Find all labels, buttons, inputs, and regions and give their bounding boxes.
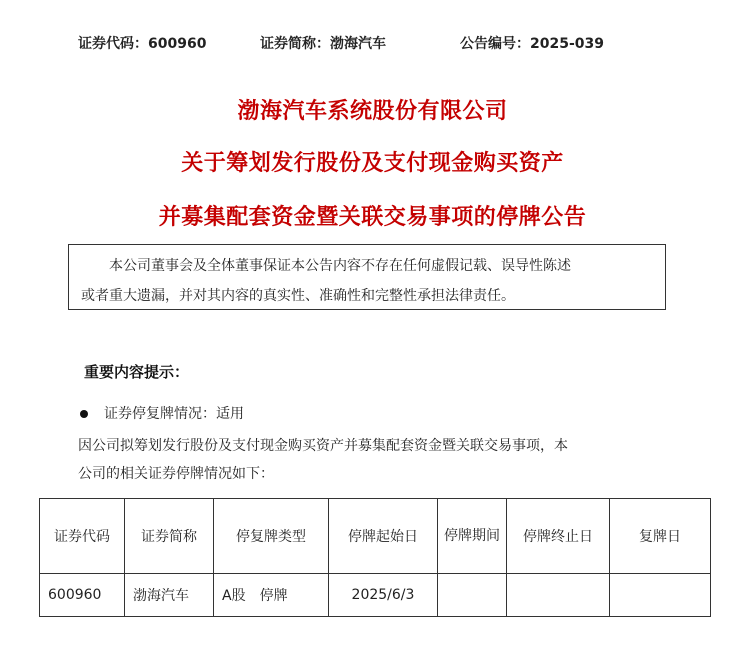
cell-resume-date xyxy=(610,574,711,617)
bullet-icon xyxy=(80,410,88,418)
statement-line2: 或者重大遗漏，并对其内容的真实性、准确性和完整性承担法律责任。 xyxy=(81,288,515,304)
header-resume-date: 复牌日 xyxy=(610,499,711,574)
cell-end-date xyxy=(507,574,610,617)
table-header-row xyxy=(40,499,711,574)
cell-security-name: 渤海汽车 xyxy=(125,574,214,617)
security-code: 证券代码：600960 xyxy=(78,36,207,52)
header-security-name: 证券简称 xyxy=(125,499,214,574)
paragraph-line1: 因公司拟筹划发行股份及支付现金购买资产并募集配套资金暨关联交易事项，本 xyxy=(78,438,568,454)
cell-security-code: 600960 xyxy=(40,574,125,617)
cell-period xyxy=(438,574,507,617)
company-title: 渤海汽车系统股份有限公司 xyxy=(237,99,508,124)
cell-start-date: 2025/6/3 xyxy=(329,574,438,617)
table-row xyxy=(40,574,711,617)
notice-title-line1: 关于筹划发行股份及支付现金购买资产 xyxy=(181,151,564,176)
header-period: 停牌期间 xyxy=(438,499,507,574)
suspension-table xyxy=(39,498,711,617)
notice-number: 公告编号：2025-039 xyxy=(460,36,604,52)
cell-type: A股 停牌 xyxy=(214,574,329,617)
suspension-paragraph xyxy=(78,432,678,488)
security-name: 证券简称：渤海汽车 xyxy=(260,36,386,52)
notice-title-line2: 并募集配套资金暨关联交易事项的停牌公告 xyxy=(158,205,587,230)
important-heading: 重要内容提示： xyxy=(84,363,190,381)
suspension-status xyxy=(80,403,244,423)
suspension-status-text: 证券停复牌情况：适用 xyxy=(104,406,244,422)
header-end-date: 停牌终止日 xyxy=(507,499,610,574)
header-type: 停复牌类型 xyxy=(214,499,329,574)
board-statement-box xyxy=(68,244,666,310)
header-start-date: 停牌起始日 xyxy=(329,499,438,574)
statement-line1: 本公司董事会及全体董事保证本公告内容不存在任何虚假记载、误导性陈述 xyxy=(109,258,571,274)
header-security-code: 证券代码 xyxy=(40,499,125,574)
paragraph-line2: 公司的相关证券停牌情况如下： xyxy=(78,466,274,482)
